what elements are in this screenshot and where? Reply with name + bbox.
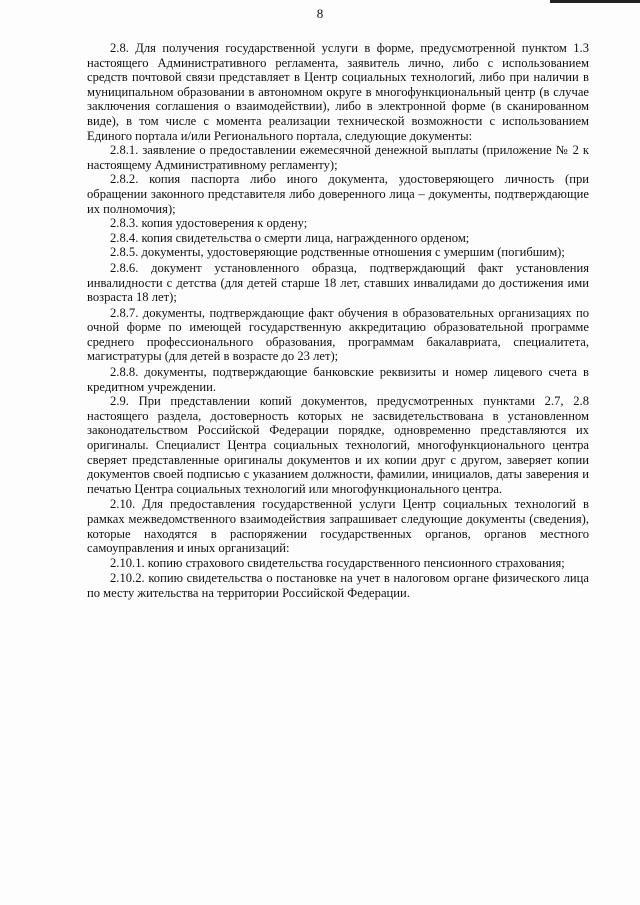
paragraph-2-8-3: 2.8.3. копия удостоверения к ордену; [110, 216, 308, 231]
document-body [87, 41, 589, 601]
paragraph-2-8: 2.8. Для получения государственной услуги в форме, предусмотренной пунктом 1.3 настоящего Административного регламента, заявитель лично, либо с использованием средств почтовой связи представляет в Центр социальных технологий, либо при наличии в муниципальном образовании в автономном округе в многофункциональный центр (в случае заключения соглашения о взаимодействии), либо в электронной форме (в сканированном виде), в том числе с момента реализации технической возможности с использованием Единого портала и/или Регионального портала, следующие документы: [87, 41, 589, 143]
paragraph-2-8-2: 2.8.2. копия паспорта либо иного документа, удостоверяющего личность (при обращении законного представителя либо доверенного лица – документы, подтверждающие их полномочия); [87, 172, 589, 216]
paragraph-2-8-5: 2.8.5. документы, удостоверяющие родственные отношения с умершим (погибшим); [110, 245, 565, 260]
paragraph-2-8-8: 2.8.8. документы, подтверждающие банковские реквизиты и номер лицевого счета в кредитном учреждении. [87, 365, 589, 394]
paragraph-2-8-4: 2.8.4. копия свидетельства о смерти лица, награжденного орденом; [110, 230, 470, 245]
paragraph-2-8-7: 2.8.7. документы, подтверждающие факт обучения в образовательных организациях по очной форме по имеющей государственную аккредитацию образовательной программе среднего профессионального образования, программам бакалавриата, специалитета, магистратуры (для детей в возрасте до 23 лет); [87, 305, 589, 364]
paragraph-2-10-1: 2.10.1. копию страхового свидетельства государственного пенсионного страхования; [110, 555, 565, 570]
paragraph-2-10: 2.10. Для предоставления государственной услуги Центр социальных технологий в рамках межведомственного взаимодействия запрашивает следующие документы (сведения), которые находятся в распоряжении государственных органов, органов местного самоуправления и иных организаций: [87, 497, 589, 556]
paragraph-2-8-6: 2.8.6. документ установленного образца, подтверждающий факт установления инвалидности с детства (для детей старше 18 лет, ставших инвалидами до достижения ими возраста 18 лет); [87, 260, 589, 305]
scan-edge-mark [550, 0, 640, 3]
page-number: 8 [316, 6, 324, 21]
paragraph-2-8-1: 2.8.1. заявление о предоставлении ежемесячной денежной выплаты (приложение № 2 к настоящему Административному регламенту); [87, 143, 589, 172]
paragraph-2-10-2: 2.10.2. копию свидетельства о постановке на учет в налоговом органе физического лица по месту жительства на территории Российской Федерации. [87, 571, 589, 600]
paragraph-2-9: 2.9. При представлении копий документов, предусмотренных пунктами 2.7, 2.8 настоящего раздела, достоверность которых не засвидетельствована в установленном законодательством Российской Федерации порядке, одновременно представляются их оригиналы. Специалист Центра социальных технологий, многофункционального центра сверяет представленные оригиналы документов и их копии друг с другом, заверяет копии документов своей подписью с указанием должности, фамилии, инициалов, даты заверения и печатью Центра социальных технологий или многофункционального центра. [87, 394, 589, 496]
